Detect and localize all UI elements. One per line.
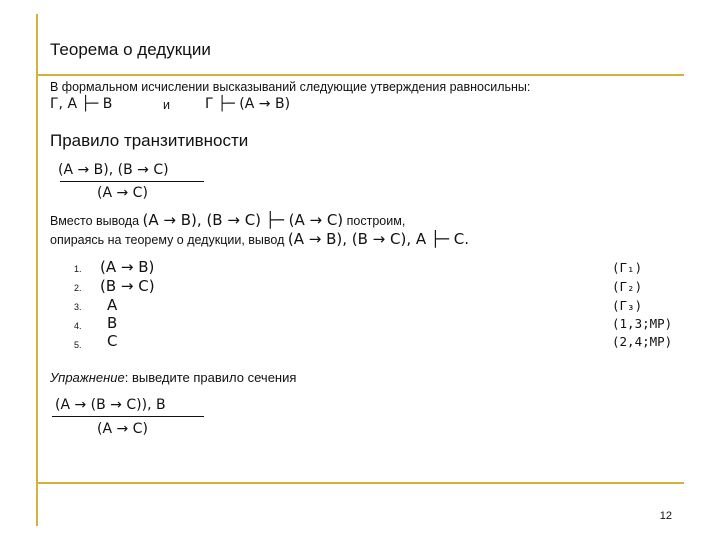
step-formula: (В → С) <box>100 277 155 295</box>
exercise-conclusion: (А → С) <box>97 421 148 437</box>
step-justification: (Г₃) <box>612 298 643 313</box>
rule-conclusion: (А → С) <box>97 185 148 201</box>
intro-left-formula: Г, А ├─ В <box>50 96 113 112</box>
exercise-premises: (А → (В → С)), В <box>55 397 166 413</box>
step-number: 1. <box>74 264 82 274</box>
step-formula: В <box>107 314 118 332</box>
explanation-line1 <box>50 211 405 229</box>
explanation-line2-formula: (А → В), (В → С), А ├─ С. <box>287 230 469 248</box>
explanation-line1-suffix: построим, <box>346 214 406 228</box>
intro-conjunction: и <box>163 98 170 112</box>
step-justification: (1,3;MP) <box>612 316 673 331</box>
step-number: 2. <box>74 283 82 293</box>
step-formula: С <box>107 332 118 350</box>
rule-heading: Правило транзитивности <box>50 131 249 150</box>
left-accent-line <box>36 14 38 526</box>
exercise-line <box>50 370 296 385</box>
step-justification: (Г₂) <box>612 279 643 294</box>
rule-premises: (А → В), (В → С) <box>58 162 169 178</box>
step-number: 5. <box>74 340 82 350</box>
page-number: 12 <box>659 510 672 522</box>
top-accent-line <box>36 74 684 76</box>
exercise-text: : выведите правило сечения <box>124 370 297 385</box>
exercise-label: Упражнение <box>50 370 125 385</box>
exercise-fraction-line <box>52 416 204 417</box>
intro-sentence: В формальном исчислении высказываний следующие утверждения равносильны: <box>50 80 531 94</box>
step-justification: (2,4;MP) <box>612 334 673 349</box>
step-number: 3. <box>74 302 82 312</box>
explanation-line1-prefix: Вместо вывода <box>50 214 140 228</box>
rule-fraction-line <box>60 181 204 182</box>
explanation-line2-prefix: опираясь на теорему о дедукции, вывод <box>50 233 285 247</box>
bottom-accent-line <box>36 482 684 484</box>
slide-title: Теорема о дедукции <box>50 40 211 59</box>
step-formula: А <box>107 296 118 314</box>
step-formula: (А → В) <box>100 258 155 276</box>
explanation-line2 <box>50 230 469 248</box>
step-number: 4. <box>74 321 82 331</box>
explanation-line1-formula: (А → В), (В → С) ├─ (А → С) <box>142 211 344 229</box>
intro-right-formula: Г ├─ (А → В) <box>205 96 291 112</box>
step-justification: (Г₁) <box>612 260 643 275</box>
